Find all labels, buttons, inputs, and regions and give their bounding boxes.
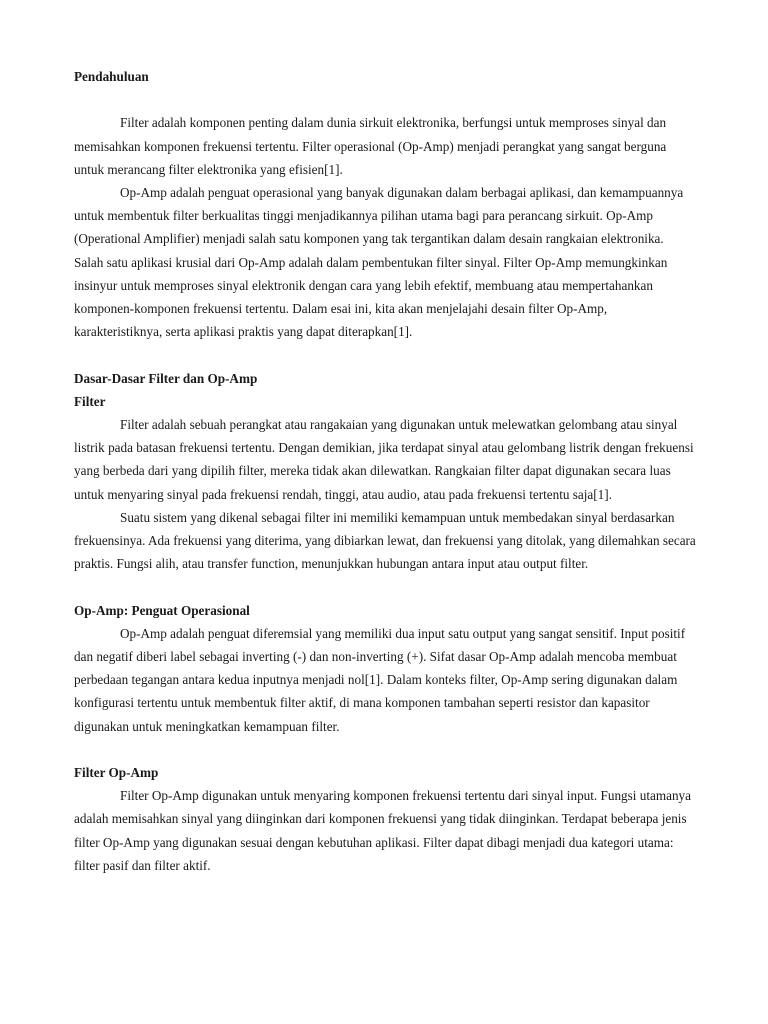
spacer — [74, 575, 696, 598]
section-basics — [74, 413, 696, 575]
section-heading-opamp: Op-Amp: Penguat Operasional — [74, 602, 250, 618]
subheading-filter: Filter — [74, 393, 106, 409]
paragraph: Suatu sistem yang dikenal sebagai filter ini memiliki kemampuan untuk membedakan sinyal berdasarkan frekuensinya. Ada frekuensi yang diterima, yang dibiarkan lewat, dan frekuensi yang ditolak, yang dilemahkan secara praktis. Fungsi alih, atau transfer function, menunjukkan hubungan antara input atau output filter. — [74, 509, 696, 572]
paragraph: Op-Amp adalah penguat operasional yang banyak digunakan dalam berbagai aplikasi, dan kemampuannya untuk membentuk filter berkualitas tinggi menjadikannya pilihan utama bagi para perancang sirkuit. Op-Amp (Operational Amplifier) menjadi salah satu komponen yang tak tergantikan dalam desain rangkaian elektronika. Salah satu aplikasi krusial dari Op-Amp adalah dalam pembentukan filter sinyal. Filter Op-Amp memungkinkan insinyur untuk memproses sinyal elektronik dengan cara yang lebih efektif, membuang atau mempertahankan komponen-komponen frekuensi tertentu. Dalam esai ini, kita akan menjelajahi desain filter Op-Amp, karakteristiknya, serta aplikasi praktis yang dapat diterapkan[1]. — [74, 185, 684, 340]
section-filter-opamp — [74, 784, 696, 877]
section-intro — [74, 111, 696, 343]
spacer — [74, 738, 696, 761]
document-page — [74, 65, 696, 877]
paragraph: Filter adalah sebuah perangkat atau rangakaian yang digunakan untuk melewatkan gelombang atau sinyal listrik pada batasan frekuensi tertentu. Dengan demikian, jika terdapat sinyal atau gelombang listrik dengan frekuensi yang berbeda dari yang dipilih filter, mereka tidak akan dilewatkan. Rangkaian filter dapat digunakan secara luas untuk menyaring sinyal pada frekuensi rendah, tinggi, atau audio, atau pada frekuensi tertentu saja[1]. — [74, 417, 694, 502]
section-opamp — [74, 622, 696, 738]
paragraph: Op-Amp adalah penguat diferemsial yang memiliki dua input satu output yang sangat sensitif. Input positif dan negatif diberi label sebagai inverting (-) dan non-inverting (+). Sifat dasar Op-Amp adalah mencoba membuat perbedaan tegangan antara kedua inputnya menjadi nol[1]. Dalam konteks filter, Op-Amp sering digunakan dalam konfigurasi tertentu untuk membentuk filter aktif, di mana komponen tambahan seperti resistor dan kapasitor digunakan untuk meningkatkan kemampuan filter. — [74, 625, 686, 734]
spacer — [74, 88, 696, 111]
section-heading-intro: Pendahuluan — [74, 69, 149, 84]
paragraph: Filter adalah komponen penting dalam dunia sirkuit elektronika, berfungsi untuk memproses sinyal dan memisahkan komponen frekuensi tertentu. Filter operasional (Op-Amp) menjadi perangkat yang sangat berguna untuk merancang filter elektronika yang efisien[1]. — [74, 115, 667, 177]
spacer — [74, 343, 696, 366]
paragraph: Filter Op-Amp digunakan untuk menyaring komponen frekuensi tertentu dari sinyal input. Fungsi utamanya adalah memisahkan sinyal yang diinginkan dari komponen frekuensi yang tidak diinginkan. Terdapat beberapa jenis filter Op-Amp yang digunakan sesuai dengan kebutuhan aplikasi. Filter dapat dibagi menjadi dua kategori utama: filter pasif dan filter aktif. — [74, 788, 691, 873]
section-heading-filter-opamp: Filter Op-Amp — [74, 765, 159, 781]
section-heading-basics: Dasar-Dasar Filter dan Op-Amp — [74, 370, 258, 386]
